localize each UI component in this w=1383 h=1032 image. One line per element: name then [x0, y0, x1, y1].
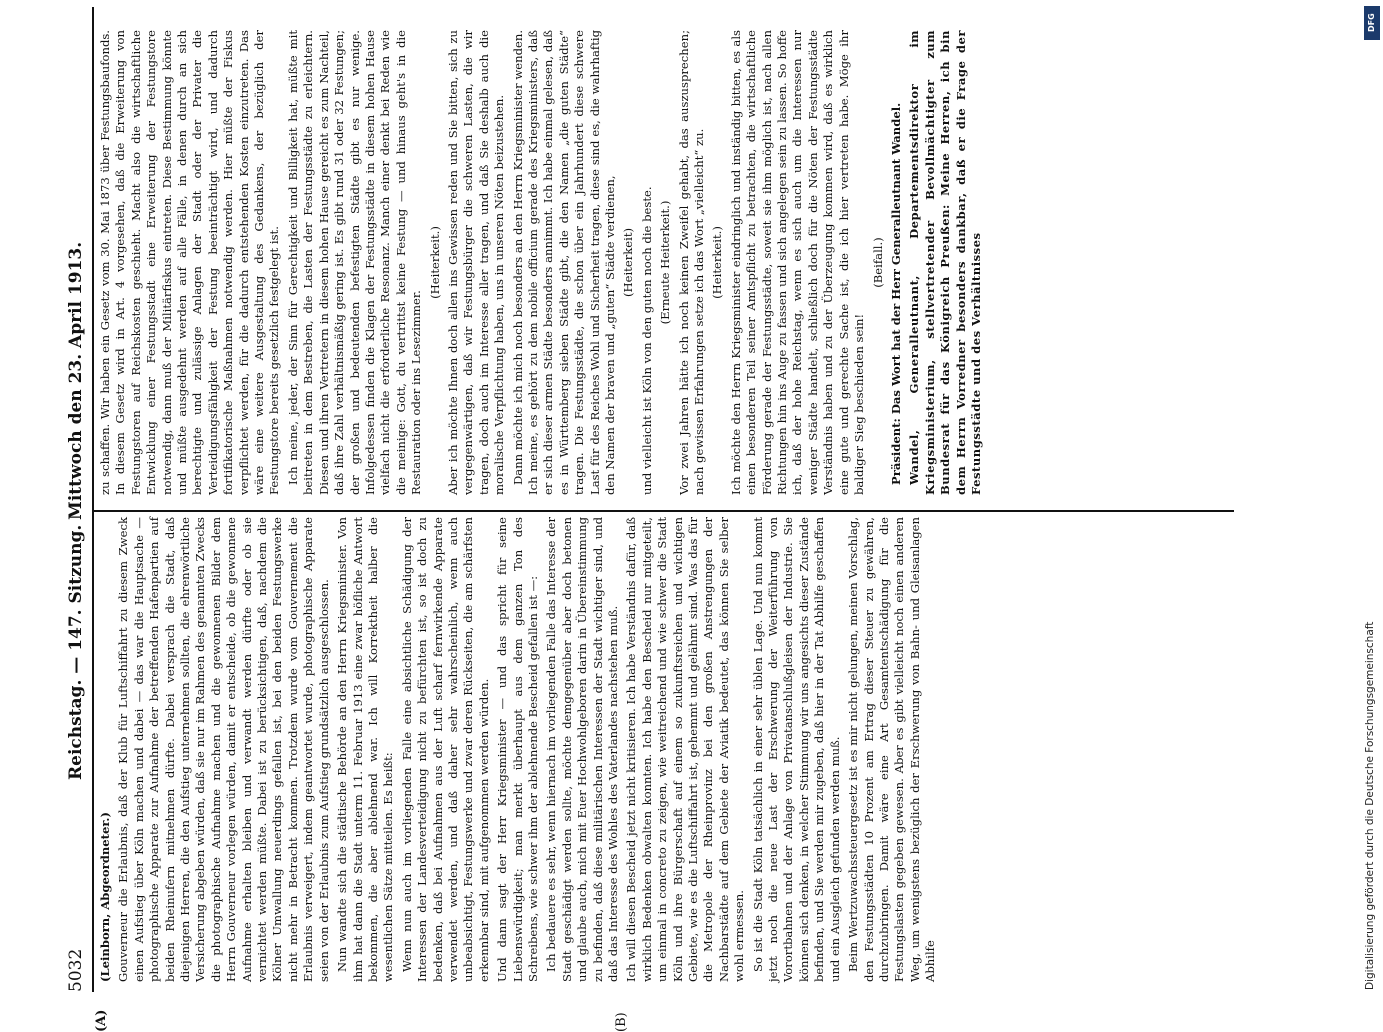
paragraph: Aber ich möchte Ihnen doch allen ins Gewissen reden und Sie bitten, sich zu vergegenwärtigen, daß wir Festungsbürger die schweren Lasten, die wir tragen, doch auch im Interesse aller tragen, und daß Sie deshalb auch die moralische Verpflichtung haben, uns in unseren Nöten beizustehen.: [445, 30, 507, 495]
left-column: [98, 517, 942, 982]
margin-marker-a: (A): [94, 1009, 109, 1032]
paragraph: So ist die Stadt Köln tatsächlich in einer sehr üblen Lage. Und nun kommt jetzt noch die neue Last der Erschwerung der Weiterführung von Vorortbahnen und der Anlage von Privatanschlußgleisen der Industrie. Sie können sich denken, in welcher Stimmung wir uns angesichts dieser Zustände befinden, und Sie werden mir zugeben, daß hier in der Tat Abhilfe geschaffen und ein Ausgleich gefunden werden muß.: [750, 517, 842, 982]
interjection: (Erneute Heiterkeit.): [658, 200, 673, 325]
president-line: Präsident: Das Wort hat der Herr Generalleutnant Wandel.: [888, 102, 903, 485]
interjection: (Heiterkeit.): [427, 226, 442, 299]
quote-paragraph: Wenn nun auch im vorliegenden Falle eine absichtliche Schädigung der Interessen der Landesverteidigung nicht zu befürchten ist, so ist doch zu bedenken, daß bei Aufnahmen aus der Luft scharf fernwirkende Apparate verwendet werden, und daß daher sehr wahrscheinlich, wenn auch unbeabsichtigt, Festungswerke und zwar deren Rückseiten, die am schärfsten erkennbar sind, mit aufgenommen werden würden.: [399, 517, 491, 982]
paragraph: Ich meine, jeder, der Sinn für Gerechtigkeit und Billigkeit hat, müßte mit beitreten in dem Bestreben, die Lasten der Festungsstädte zu erleichtern. Diesen und ihren Vertretern in diesem hohen Hause gereicht es zum Nachteil, daß ihre Zahl verhältnismäßig gering ist. Es gibt rund 31 oder 32 Festungen; der großen und bedeutenden befestigten Städte gibt es nur wenige. Infolgedessen finden die Klagen der Festungsstädte in diesem hohen Hause vielfach nicht die erforderliche Resonanz. Manch einer denkt bei Reden wie die meinige: Gott, du vertrittst keine Festung — und hinaus geht's in die Restauration oder ins Lesezimmer.: [285, 30, 424, 495]
speaker-line: (Leinborn, Abgeordneter.): [98, 812, 112, 982]
speaker-paragraph: Wandel, Generalleutnant, Departementsdirektor im Kriegsministerium, stellvertretender Bevollmächtigter zum Bundesrat für das Königreich Preußen: Meine Herren, ich bin dem Herrn Vorredner besonders dankbar, daß er die Frage der Festungsstädte und des Verhältnisses: [907, 30, 983, 495]
header-right-title: Mittwoch den 23. April 1913.: [66, 241, 86, 520]
paragraph: Dann möchte ich mich noch besonders an den Herrn Kriegsminister wenden. Ich meine, es gehört zu dem nobile officium gerade des Kriegsministers, daß er sich dieser armen Städte besonders annimmt. Ich habe einmal gelesen, daß es in Württemberg sieben Städte gibt, die den Namen „die guten Städte“ tragen. Die Festungsstädte, die schon über ein Jahrhundert diese schwere Last für des Reiches Wohl und Sicherheit tragen, diese sind es, die wahrhaftig den Namen der braven und „guten“ Städte verdienen,: [510, 29, 617, 495]
page-header: [64, 0, 90, 1000]
paragraph: Nun wandte sich die städtische Behörde an den Herrn Kriegsminister. Von ihm hat dann die Stadt unterm 11. Februar 1913 eine zwar höfliche Antwort bekommen, die aber ablehnend war. Ich will Korrektheit halber die wesentlichen Sätze mitteilen. Es heißt:: [335, 517, 396, 982]
quote-paragraph: Ich bedauere es sehr, wenn hiernach im vorliegenden Falle das Interesse der Stadt geschädigt werden sollte, möchte demgegenüber aber doch betonen und glaube auch, mich mit Euer Hochwohlgeboren darin in Übereinstimmung zu befinden, daß diese militärischen Interessen der Stadt wichtiger sind, und daß das Interesse des Wohles des Vaterlandes nachstehen muß.: [544, 517, 620, 982]
interjection: (Beifall.): [870, 237, 885, 288]
paragraph: Gouverneur die Erlaubnis, daß der Klub für Luftschiffahrt zu diesem Zweck einen Aufstieg über Köln machen und dabei — das war die Hauptsache — photographische Apparate zur Aufnahme der betreffenden Hafenpartien auf beiden Rheinufern mitnehmen dürfte. Dabei versprach die Stadt, daß diejenigen Herren, die den Aufstieg unternehmen sollten, die ehrenwörtliche Versicherung abgeben würden, daß sie nur im Rahmen des genannten Zwecks die photographische Aufnahme machen und die gewonnenen Bilder dem Herrn Gouverneur vorlegen würden, damit er entscheide, ob die gewonnene Aufnahme erhalten bleiben und verwandt werden dürfte oder ob sie vernichtet werden müßte. Dabei ist zu berücksichtigen, daß, nachdem die Kölner Umwallung neuerdings gefallen ist, bei den beiden Festungswerke nicht mehr in Betracht kommen. Trotzdem wurde vom Gouvernement die Erlaubnis verweigert, indem geantwortet wurde, photographische Apparate seien von der Erlaubnis zum Aufstieg grundsätzlich ausgeschlossen.: [116, 517, 331, 982]
interjection: (Heiterkeit): [621, 227, 636, 298]
margin-marker-b: (B): [614, 1012, 629, 1032]
header-rule: [92, 7, 94, 992]
paragraph: zu schaffen. Wir haben ein Gesetz vom 30. Mai 1873 über Festungsbaufonds. In diesem Gesetz wird in Art. 4 vorgesehen, daß die Erweiterung von Festungstoren auf Reichskosten geschieht. Macht also die wirtschaftliche Entwicklung einer Festungsstadt eine Erweiterung der Festungstore notwendig, dann muß der Militärfiskus eintreten. Diese Bestimmung könnte und müßte ausgedehnt werden auf alle Fälle, in denen durch an sich berechtigte und zulässige Anlagen der Stadt oder der Privater die Verteidigungsfähigkeit der Festung beeinträchtigt wird, und dadurch fortifikatorische Maßnahmen notwendig werden. Hier müßte der Fiskus verpflichtet werden, für die dadurch entstehenden Kosten einzutreten. Das wäre eine weitere Ausgestaltung des Gedankens, der bezüglich der Festungstore bereits gesetzlich festgelegt ist.: [98, 30, 282, 495]
digitization-sidebar: [1362, 0, 1382, 1000]
dfg-logo: DFG: [1364, 6, 1380, 40]
paragraph: und vielleicht ist Köln von den guten noch die beste.: [639, 186, 654, 495]
page-number: 5032: [66, 948, 86, 992]
rotated-page-content: [64, 0, 1354, 1032]
right-column: [98, 30, 987, 495]
column-divider: [94, 510, 1234, 512]
paragraph: Ich möchte den Herrn Kriegsminister eindringlich und inständig bitten, es als einen besonderen Teil seiner Amtspflicht zu betrachten, die wirtschaftliche Förderung gerade der Festungsstädte, soweit sie ihm möglich ist, nach allen Richtungen hin ins Auge zu fassen und sich angelegen sein zu lassen. So hoffe ich, daß der hohe Reichstag, wenn es sich auch um die Interessen nur weniger Städte handelt, schließlich doch für die Nöten der Festungsstädte Verständnis haben und zu der Überzeugung kommen wird, daß es wirklich eine gute und gerechte Sache ist, die ich hier vertreten habe. Möge ihr baldiger Sieg beschieden sein!: [728, 30, 867, 495]
interjection: (Heiterkeit.): [710, 226, 725, 299]
paragraph: Vor zwei Jahren hätte ich noch keinen Zweifel gehabt, das auszusprechen; nach gewissen Erfahrungen setze ich das Wort „vielleicht“ zu.: [676, 30, 707, 495]
header-left-title: Reichstag. — 147. Sitzung.: [66, 524, 86, 780]
paragraph: Und dann sagt der Herr Kriegsminister — und das spricht für seine Liebenswürdigkeit; man merkt überhaupt aus dem ganzen Ton des Schreibens, wie schwer ihm der ablehnende Bescheid gefallen ist —:: [495, 517, 540, 982]
paragraph: Beim Wertzuwachssteuergesetz ist es mir nicht gelungen, meinen Vorschlag, den Festungsstädten 10 Prozent am Ertrag dieser Steuer zu gewähren, durchzubringen. Damit wäre eine Art Gesamtentschädigung für die Festungslasten gegeben gewesen. Aber es gibt vielleicht noch einen anderen Weg, um wenigstens bezüglich der Erschwerung von Bahn- und Gleisanlagen Abhilfe: [846, 517, 938, 982]
digitization-credit: Digitalisierung gefördert durch die Deutsche Forschungsgemeinschaft: [1364, 621, 1376, 990]
paragraph: Ich will diesen Bescheid jetzt nicht kritisieren. Ich habe Verständnis dafür, daß wirklich Bedenken obwalten konnten. Ich habe den Bescheid nur mitgeteilt, um einmal in concreto zu zeigen, wie weitreichend und wie schwer die Stadt Köln und ihre Bürgerschaft auf einem so zukunftsreichen und wichtigen Gebiete, wie es die Luftschiffahrt ist, gehemmt und gelähmt sind. Was das für die Metropole der Rheinprovinz bei den großen Anstrengungen der Nachbarstädte auf dem Gebiete der Aviatik bedeutet, das können Sie selber wohl ermessen.: [624, 517, 747, 982]
